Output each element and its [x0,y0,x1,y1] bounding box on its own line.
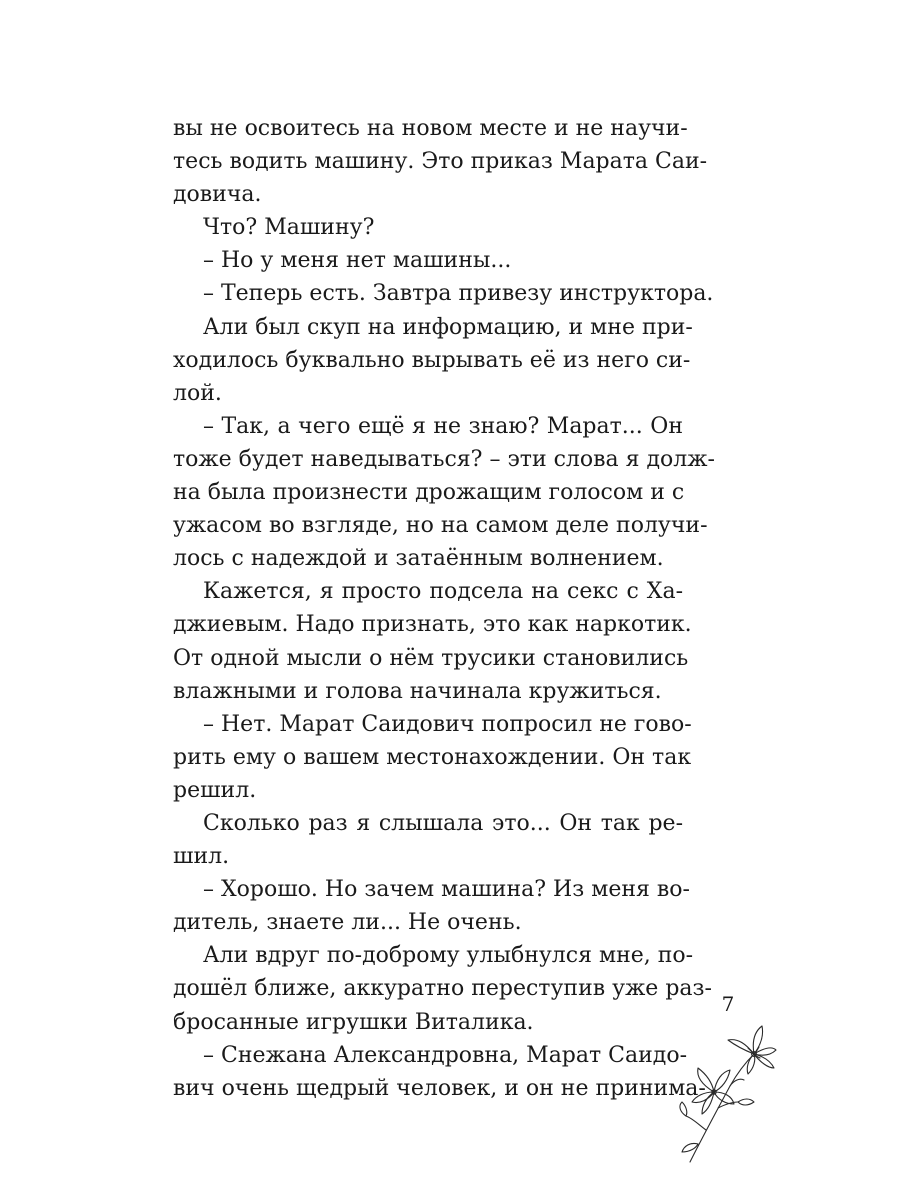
text-line: – Снежана Александровна, Марат Саидо- [203,1042,688,1068]
text-line: ужасом во взгляде, но на самом деле получи- [173,513,708,539]
text-line: дитель, знаете ли... Не очень. [173,910,522,936]
text-line: Али вдруг по-доброму улыбнулся мне, по- [203,943,694,969]
text-line: тоже будет наведываться? – эти слова я долж- [173,446,715,472]
text-line: Что? Машину? [203,215,375,241]
text-line: От одной мысли о нём трусики становились [173,645,689,671]
text-line: лось с надеждой и затаённым волнением. [173,546,664,572]
text-line: – Хорошо. Но зачем машина? Из меня во- [203,877,690,903]
text-line: дошёл ближе, аккуратно переступив уже раз- [173,976,712,1002]
flower-sketch-icon [668,1020,778,1170]
body-text [173,112,715,1105]
text-line: джиевым. Надо признать, это как наркотик. [173,612,692,638]
text-line: вич очень щедрый человек, и он не принима- [173,1075,706,1101]
text-line: решил. [173,777,257,803]
text-line: на была произнести дрожащим голосом и с [173,480,685,506]
text-line: Сколько раз я слышала это... Он так ре- [203,810,683,836]
text-line: – Теперь есть. Завтра привезу инструктора. [203,281,714,307]
text-line: довича. [173,182,262,208]
text-line: – Но у меня нет машины... [203,248,512,274]
text-line: бросанные игрушки Виталика. [173,1009,534,1035]
text-line: Али был скуп на информацию, и мне при- [203,314,693,340]
text-line: тесь водить машину. Это приказ Марата Саи- [173,149,708,175]
page-number: 7 [721,992,735,1016]
text-line: Кажется, я просто подсела на секс с Ха- [203,579,683,605]
text-line: вы не освоитесь на новом месте и не научи- [173,116,688,141]
text-line: лой. [173,380,222,406]
text-line: – Так, а чего ещё я не знаю? Марат... Он [203,413,683,439]
text-line: ходилось буквально вырывать её из него си- [173,347,691,373]
text-line: рить ему о вашем местонахождении. Он так [173,744,692,770]
text-line: шил. [173,844,230,870]
text-line: влажными и голова начинала кружиться. [173,678,662,704]
text-line: – Нет. Марат Саидович попросил не гово- [203,711,692,737]
